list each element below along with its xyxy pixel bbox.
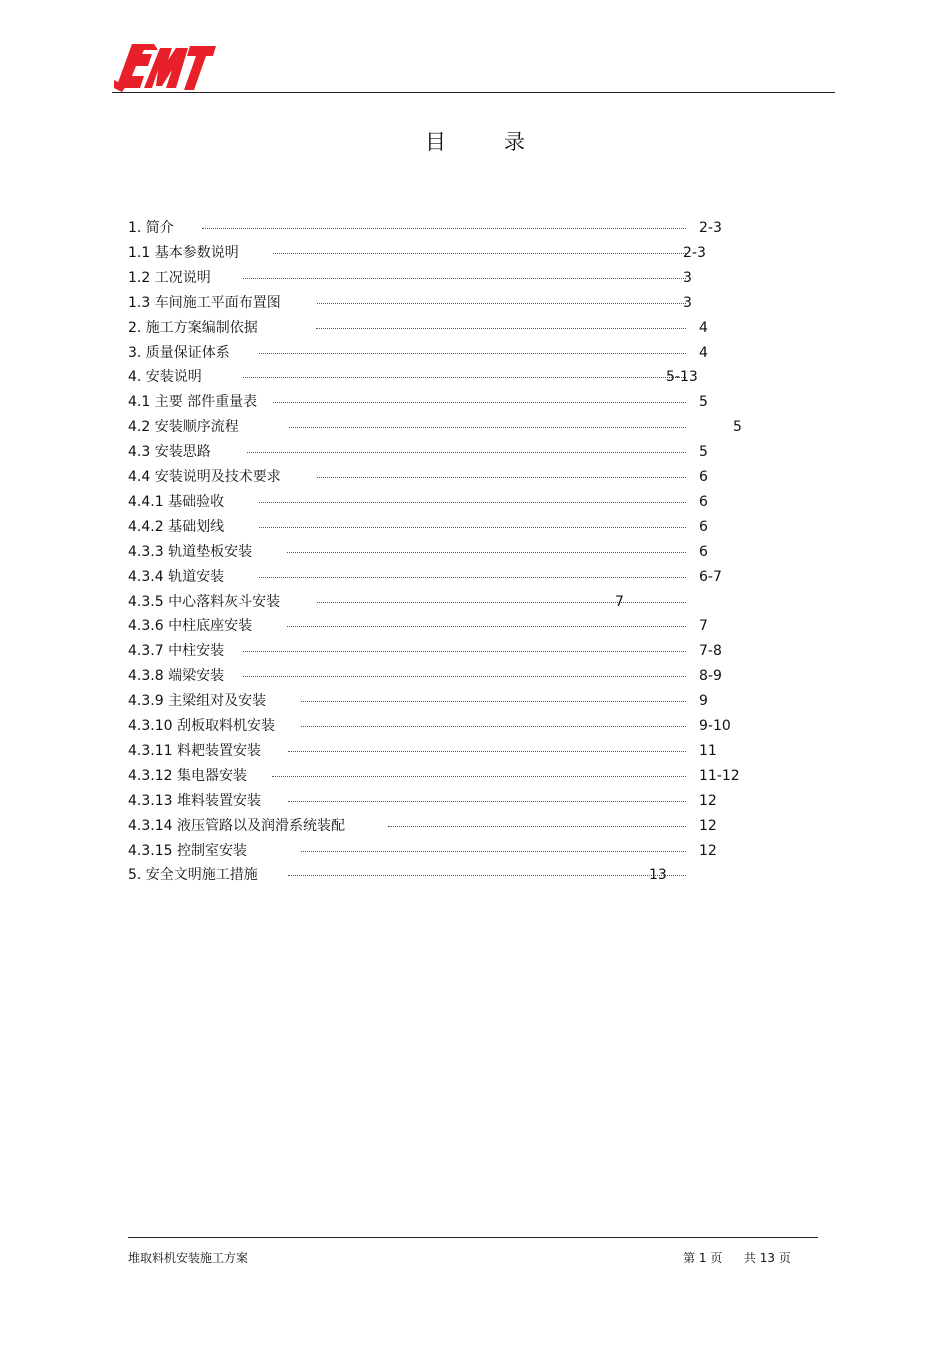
toc-entry	[0, 841, 950, 861]
toc-entry-label: 1. 简介	[128, 220, 174, 236]
toc-entry-page: 6	[699, 469, 708, 485]
toc-entry	[0, 766, 950, 786]
toc-entry-page: 12	[699, 817, 717, 834]
toc-entry-page: 5	[699, 444, 708, 461]
toc-entry	[0, 716, 950, 736]
toc-entry-label: 4.3.5 中心落料灰斗安装	[128, 593, 281, 610]
toc-dot-leader	[317, 602, 686, 603]
toc-dot-leader	[388, 826, 686, 827]
footer-document-name: 堆取料机安装施工方案	[128, 1251, 249, 1265]
toc-dot-leader	[243, 651, 686, 652]
toc-dot-leader	[202, 228, 686, 229]
toc-entry	[0, 318, 950, 338]
toc-entry-label: 4.3.15 控制室安装	[128, 842, 247, 859]
toc-entry-page: 5	[699, 394, 708, 411]
toc-entry-label: 4.1 主要 部件重量表	[128, 394, 258, 411]
footer-current-page: 第 1 页	[683, 1251, 723, 1265]
toc-entry	[0, 592, 950, 612]
toc-dot-leader	[259, 527, 686, 528]
toc-entry-label: 4.2 安装顺序流程	[128, 419, 239, 436]
toc-dot-leader	[288, 801, 686, 802]
toc-entry-label: 4.4.1 基础验收	[128, 493, 225, 510]
toc-entry	[0, 666, 950, 686]
page-title: 目录	[425, 130, 583, 154]
toc-entry-page: 8-9	[699, 668, 722, 685]
toc-entry-page: 6	[699, 518, 708, 535]
toc-entry-page: 4	[699, 319, 708, 336]
toc-entry	[0, 816, 950, 836]
toc-entry-page: 9	[699, 693, 708, 710]
toc-dot-leader	[287, 626, 686, 627]
toc-dot-leader	[301, 851, 686, 852]
toc-dot-leader	[301, 701, 686, 702]
toc-entry-page: 7	[615, 593, 624, 610]
toc-entry-label: 1.2 工况说明	[128, 269, 211, 286]
toc-entry-label: 4.3 安装思路	[128, 444, 211, 461]
toc-entry	[0, 492, 950, 512]
toc-dot-leader	[273, 402, 686, 403]
toc-entry	[0, 467, 950, 487]
toc-entry-page: 4	[699, 344, 708, 361]
toc-dot-leader	[259, 577, 686, 578]
toc-entry-label: 3. 质量保证体系	[128, 344, 230, 361]
toc-entry	[0, 417, 950, 437]
toc-entry	[0, 865, 950, 885]
toc-dot-leader	[316, 328, 686, 329]
toc-entry	[0, 442, 950, 462]
toc-entry	[0, 691, 950, 711]
toc-entry-label: 4.3.4 轨道安装	[128, 568, 225, 585]
toc-entry	[0, 616, 950, 636]
toc-entry	[0, 741, 950, 761]
toc-entry-label: 2. 施工方案编制依据	[128, 319, 258, 336]
toc-entry-page: 13	[649, 867, 667, 884]
toc-entry-label: 4. 安装说明	[128, 369, 202, 386]
toc-entry	[0, 567, 950, 587]
toc-dot-leader	[272, 776, 686, 777]
toc-entry-page: 5-13	[666, 369, 698, 386]
toc-dot-leader	[243, 377, 686, 378]
toc-dot-leader	[288, 751, 686, 752]
toc-entry	[0, 268, 950, 288]
toc-dot-leader	[301, 726, 686, 727]
toc-entry-page: 2-3	[683, 244, 706, 261]
toc-entry-label: 4.3.13 堆料装置安装	[128, 792, 261, 809]
toc-dot-leader	[288, 875, 686, 876]
footer-rule	[128, 1237, 818, 1238]
toc-entry-page: 6-7	[699, 568, 722, 585]
toc-entry-page: 5	[733, 419, 742, 436]
toc-entry-page: 3	[683, 294, 692, 311]
toc-dot-leader	[243, 278, 686, 279]
toc-entry-page: 6	[699, 543, 708, 560]
footer-page-info	[683, 1249, 791, 1266]
toc-entry-page: 2-3	[699, 220, 722, 236]
toc-entry	[0, 791, 950, 811]
company-logo	[114, 40, 218, 92]
toc-dot-leader	[243, 676, 686, 677]
toc-entry	[0, 343, 950, 363]
toc-dot-leader	[273, 253, 686, 254]
toc-entry-label: 4.3.11 料耙装置安装	[128, 742, 261, 759]
toc-entry-label: 4.3.14 液压管路以及润滑系统装配	[128, 817, 345, 834]
toc-dot-leader	[317, 477, 686, 478]
toc-entry-label: 4.3.8 端梁安装	[128, 668, 225, 685]
header-rule	[112, 92, 835, 93]
toc-entry-page: 12	[699, 842, 717, 859]
toc-dot-leader	[287, 552, 686, 553]
toc-entry-label: 1.1 基本参数说明	[128, 244, 239, 261]
toc-dot-leader	[247, 452, 686, 453]
toc-dot-leader	[317, 303, 686, 304]
toc-dot-leader	[259, 502, 686, 503]
toc-entry-page: 3	[683, 269, 692, 286]
toc-dot-leader	[289, 427, 686, 428]
toc-entry	[0, 542, 950, 562]
toc-entry-page: 9-10	[699, 718, 731, 734]
toc-entry-page: 12	[699, 792, 717, 809]
toc-entry-label: 4.3.12 集电器安装	[128, 767, 247, 784]
toc-entry	[0, 218, 950, 238]
toc-entry-label: 4.3.3 轨道垫板安装	[128, 543, 253, 560]
toc-entry-page: 7	[699, 618, 708, 635]
toc-entry	[0, 367, 950, 387]
toc-entry	[0, 641, 950, 661]
toc-entry	[0, 517, 950, 537]
toc-entry-label: 5. 安全文明施工措施	[128, 867, 258, 884]
toc-entry-page: 6	[699, 493, 708, 510]
toc-entry-label: 4.3.10 刮板取料机安装	[128, 718, 275, 734]
toc-entry-page: 11	[699, 742, 717, 759]
toc-entry-label: 4.3.7 中柱安装	[128, 643, 225, 660]
toc-entry	[0, 392, 950, 412]
toc-entry-label: 4.4.2 基础划线	[128, 518, 225, 535]
toc-entry-page: 11-12	[699, 767, 740, 784]
footer-total-pages: 共 13 页	[743, 1251, 791, 1265]
toc-entry-page: 7-8	[699, 643, 722, 660]
toc-entry-label: 4.4 安装说明及技术要求	[128, 469, 281, 485]
toc-entry-label: 4.3.9 主梁组对及安装	[128, 693, 267, 710]
toc-dot-leader	[259, 353, 686, 354]
toc-entry-label: 1.3 车间施工平面布置图	[128, 294, 281, 311]
toc-entry-label: 4.3.6 中柱底座安装	[128, 618, 253, 635]
toc-entry	[0, 293, 950, 313]
toc-entry	[0, 243, 950, 263]
